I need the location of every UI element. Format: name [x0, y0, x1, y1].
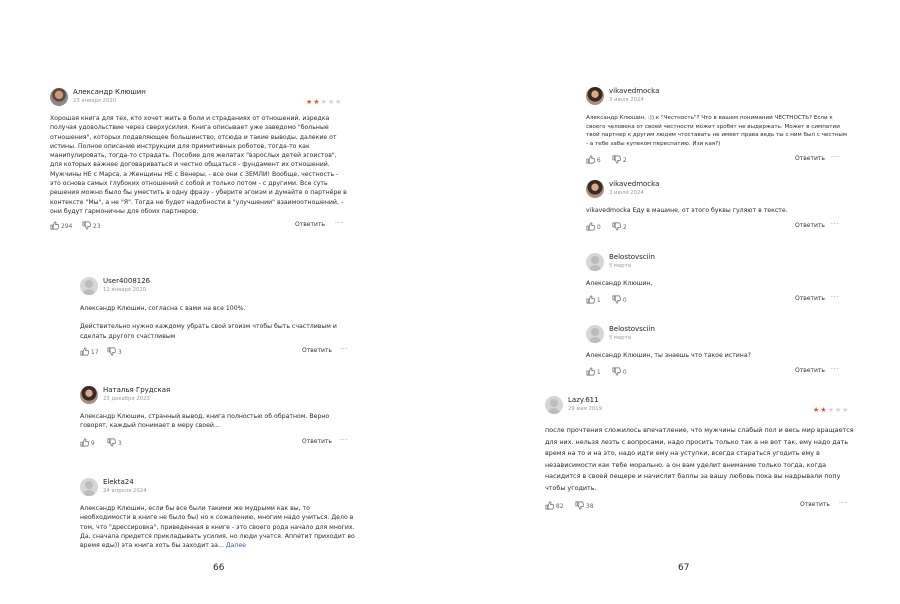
review-author[interactable]: vikavedmocka: [609, 180, 660, 188]
review-text: [50, 114, 350, 216]
review-card: [545, 396, 855, 513]
reply-button[interactable]: Ответить: [795, 155, 825, 163]
like-button[interactable]: [586, 222, 601, 231]
review-text: [586, 351, 848, 360]
review-paragraph: Хорошая книга для тех, кто хочет жить в боли и страданиях от отношений, изредка получая удовольствие через сверхусилия. Книга описывает уже заведомо "больные отношения", которых подавляющее большинство, отсюда и такие выводы, далекие от истины. Полное описание инструкции для примитивных роботов, тогда-то как манипулировать, тогда-то страдать. Пособие для желатах "взрослых детей эгоистов", для которых важнее договариваться и честно общаться - фундамент их отношений.: [50, 115, 337, 169]
thumbs-down-icon: [82, 221, 91, 230]
review-author[interactable]: User4008126: [103, 277, 151, 285]
thumbs-up-icon: [80, 347, 89, 356]
more-options-icon[interactable]: ···: [335, 220, 344, 228]
avatar[interactable]: [80, 386, 98, 404]
thumbs-down-icon: [612, 295, 621, 304]
more-options-icon[interactable]: ···: [839, 499, 848, 507]
review-actions: [50, 221, 350, 233]
like-count: 294: [60, 223, 73, 231]
review-author[interactable]: Наталья Грудская: [103, 386, 171, 394]
review-paragraph: vikavedmocka Еду в машине, от этого буквы гуляют в тексте.: [586, 207, 788, 214]
like-count: 17: [90, 348, 99, 356]
like-button[interactable]: [545, 501, 564, 510]
dislike-count: 3: [117, 439, 122, 447]
reply-button[interactable]: Ответить: [795, 295, 825, 303]
avatar[interactable]: [586, 180, 604, 198]
dislike-count: 2: [622, 157, 627, 165]
thumbs-down-icon: [107, 438, 116, 447]
reply-button[interactable]: Ответить: [795, 367, 825, 375]
like-button[interactable]: [586, 155, 601, 164]
thumbs-up-icon: [586, 155, 595, 164]
reply-button[interactable]: Ответить: [800, 500, 830, 508]
dislike-count: 2: [622, 224, 627, 232]
page-number: 66: [213, 563, 225, 573]
review-date: 5 марта: [609, 335, 631, 341]
like-count: 1: [596, 297, 601, 305]
dislike-count: 38: [585, 502, 594, 510]
like-button[interactable]: [80, 438, 95, 447]
like-count: 6: [596, 157, 601, 165]
review-date: 3 июля 2024: [609, 97, 644, 103]
star-icon: ★: [827, 406, 835, 414]
avatar[interactable]: [586, 87, 604, 105]
star-icon: ★: [306, 98, 314, 106]
more-options-icon[interactable]: ···: [831, 154, 840, 162]
review-paragraph: после прочтения сложилось впечатление, что мужчины слабый пол и весь мир вращается для них. нельзя лезть с вопросами, надо просить только так а не вот так, ему надо дать время на то и на это, надо идти ему на уступки, всегда стараться угодить ему в независимости как тебе морально. а он вам уделит внимание только тогда, когда насидится в своей пещере и начислит баллы за вашу любовь пока вы надрывали попу чтобы угодить.: [545, 426, 854, 492]
dislike-button[interactable]: [612, 295, 627, 304]
dislike-button[interactable]: [107, 438, 122, 447]
dislike-button[interactable]: [612, 155, 627, 164]
reply-button[interactable]: Ответить: [795, 222, 825, 230]
read-more-link[interactable]: Далее: [225, 542, 246, 550]
review-actions: [586, 222, 848, 234]
star-icon: ★: [313, 98, 321, 106]
review-author[interactable]: vikavedmocka: [609, 87, 660, 95]
star-icon: ★: [335, 98, 343, 106]
star-icon: ★: [834, 406, 843, 414]
reply-card: [586, 253, 848, 307]
review-text: [545, 425, 855, 495]
review-text: [586, 279, 848, 288]
dislike-button[interactable]: [612, 367, 627, 376]
review-date: 23 декабря 2023: [103, 396, 150, 402]
like-count: 0: [596, 224, 601, 232]
more-options-icon[interactable]: ···: [340, 436, 349, 444]
reply-card: [80, 478, 355, 550]
reply-card: [586, 87, 848, 167]
reply-card: [80, 386, 355, 450]
review-author[interactable]: Lazy.611: [568, 396, 599, 404]
more-options-icon[interactable]: ···: [831, 221, 840, 229]
star-icon: ★: [813, 406, 821, 414]
dislike-count: 0: [622, 297, 627, 305]
reply-button[interactable]: Ответить: [302, 346, 332, 354]
thumbs-down-icon: [575, 501, 584, 510]
thumbs-down-icon: [612, 155, 621, 164]
review-card: [50, 88, 350, 233]
like-count: 9: [90, 439, 95, 447]
review-actions: [80, 347, 355, 359]
thumbs-down-icon: [612, 367, 621, 376]
like-button[interactable]: [80, 347, 99, 356]
dislike-button[interactable]: [82, 221, 101, 230]
more-options-icon[interactable]: ···: [340, 345, 349, 353]
review-actions: [80, 438, 355, 450]
review-author[interactable]: Александр Клюшин: [73, 88, 146, 96]
star-icon: ★: [842, 406, 850, 414]
avatar[interactable]: [586, 253, 604, 271]
review-paragraph: Александр Клюшин, ты знаешь что такое истина?: [586, 352, 751, 359]
like-button[interactable]: [586, 295, 601, 304]
avatar[interactable]: [80, 478, 98, 496]
review-text: [586, 114, 848, 148]
star-icon: ★: [820, 406, 828, 414]
avatar[interactable]: [586, 325, 604, 343]
dislike-button[interactable]: [107, 347, 122, 356]
rating-stars: [813, 406, 849, 414]
reply-card: [80, 277, 355, 359]
star-icon: ★: [320, 98, 328, 106]
like-count: 82: [555, 502, 564, 510]
review-author[interactable]: Belostovsсiin: [609, 325, 655, 333]
review-date: 3 июля 2024: [609, 190, 644, 196]
review-date: 23 января 2020: [73, 98, 117, 104]
review-text: [80, 304, 355, 341]
page-number: 67: [678, 563, 690, 573]
dislike-count: 0: [622, 369, 627, 377]
thumbs-down-icon: [612, 222, 621, 231]
review-paragraph: Действительно нужно каждому убрать свой эгоизм чтобы быть счастливым и сделать другого счастливым: [80, 323, 337, 340]
review-paragraph: Мужчины НЕ с Марса, а Женщины НЕ с Венеры, - все они с ЗЕМЛИ! Вообще, честность - это основа самых глубоких отношений с собой и только потом - с другими. Все суть решения можно было бы уместить в одну фразу - уберите эгоизм и думайте о партнёре в контексте "Мы", а не "Я". Тогда не будет надобности в "улучшении" взаимоотношений, - они будут гармоничны для обоих партнеров.: [50, 170, 347, 215]
thumbs-down-icon: [107, 347, 116, 356]
review-text: [80, 504, 355, 550]
thumbs-up-icon: [80, 438, 89, 447]
thumbs-up-icon: [50, 221, 59, 230]
review-date: 12 января 2020: [103, 287, 147, 293]
thumbs-up-icon: [545, 501, 554, 510]
like-button[interactable]: [586, 367, 601, 376]
star-icon: ★: [327, 98, 336, 106]
review-paragraph: Александр Клюшин,: [586, 280, 653, 287]
review-actions: [586, 155, 848, 167]
review-text: [80, 412, 355, 431]
review-author[interactable]: Belostovsсiin: [609, 253, 655, 261]
review-paragraph: Александр Клюшин, согласна с вами на все 100%.: [80, 305, 246, 312]
review-paragraph: Александр Клюшин, странный вывод, книга полностью об обратном. Верно говорят, каждый понимает в меру своей...: [80, 413, 330, 430]
thumbs-up-icon: [586, 295, 595, 304]
dislike-button[interactable]: [575, 501, 594, 510]
review-paragraph-text: Александр Клюшин, если бы все были такими же мудрыми как вы, то необходимости в книге не было бы) но к сожалению, многим надо учиться. Дело в том, что "дрессировка", приведенная в книге - это своего рода начало для многих. Да, сначала придется прикладывать усилия, но люди учатся. Аппетит приходит во время еды)) эта книга хоть бы заходит за...: [80, 505, 355, 550]
avatar[interactable]: [545, 396, 563, 414]
review-actions: [586, 295, 848, 307]
reply-button[interactable]: Ответить: [302, 437, 332, 445]
reply-card: [586, 325, 848, 379]
rating-stars: [306, 98, 342, 106]
like-button[interactable]: [50, 221, 72, 230]
review-text: [586, 206, 848, 215]
thumbs-up-icon: [586, 222, 595, 231]
dislike-button[interactable]: [612, 222, 627, 231]
review-date: 5 марта: [609, 263, 631, 269]
review-author[interactable]: Elekta24: [103, 478, 134, 486]
reply-button[interactable]: Ответить: [295, 221, 325, 229]
review-paragraph: Александр Клюшин, :)) к "Честность"? Что в вашем понимании ЧЕСТНОСТЬ? Если к своего человека от своей честности может зробят не выдержать. Может в симпатии твой партнер к другим людям чтоставать не имеет права ведь ты с ним был с честным - а тебе забы купеком переспатию. Изи кая?): [586, 115, 848, 147]
reply-card: [586, 180, 848, 234]
like-count: 1: [596, 369, 601, 377]
more-options-icon[interactable]: ···: [831, 294, 840, 302]
more-options-icon[interactable]: ···: [831, 366, 840, 374]
avatar[interactable]: [50, 88, 68, 106]
avatar[interactable]: [80, 277, 98, 295]
review-date: 24 апреля 2024: [103, 488, 147, 494]
dislike-count: 23: [92, 223, 101, 231]
review-actions: [545, 501, 855, 513]
review-date: 29 мая 2019: [568, 406, 603, 412]
thumbs-up-icon: [586, 367, 595, 376]
review-paragraph: [80, 504, 355, 550]
dislike-count: 3: [117, 348, 122, 356]
page-67: [450, 0, 900, 604]
review-actions: [586, 367, 848, 379]
